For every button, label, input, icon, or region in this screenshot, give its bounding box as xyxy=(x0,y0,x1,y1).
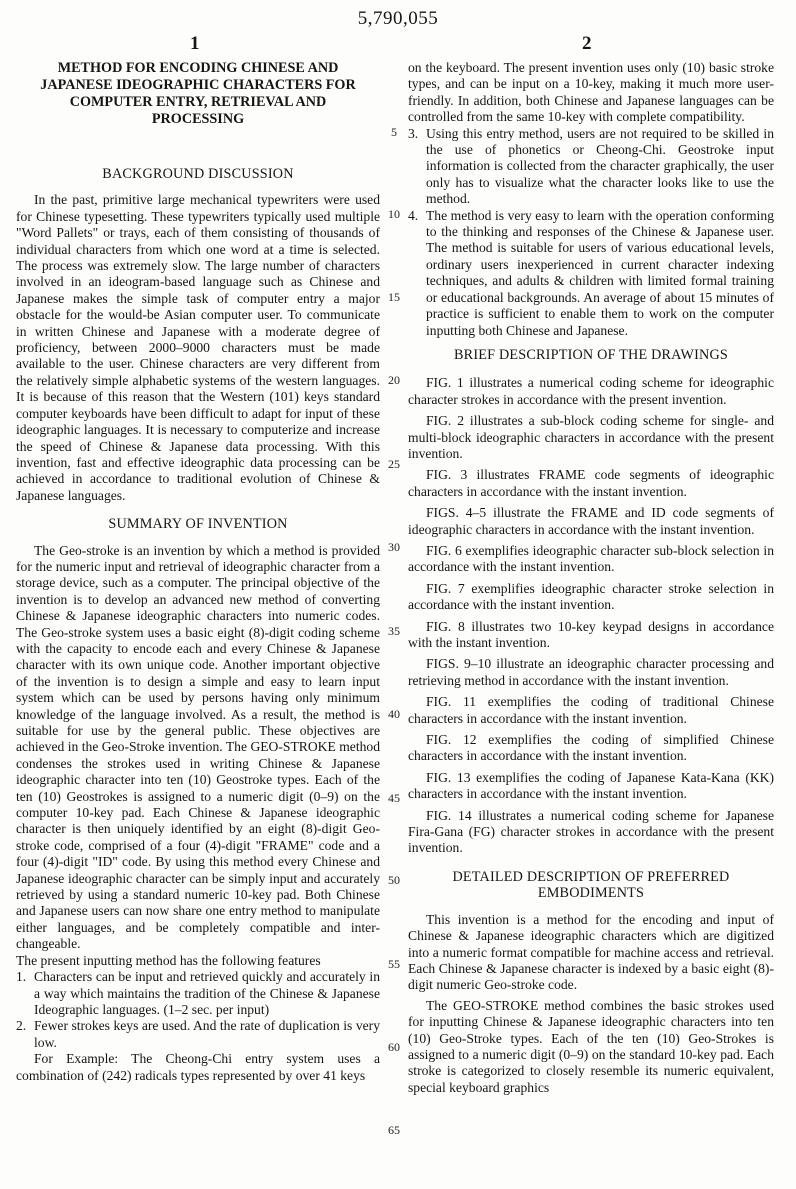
summary-paragraph: The Geo-stroke is an invention by which a method is provided for the numeric input and retrieval of ideographic character from a storage device, such as a computer. The principal objective of the invention is to develop an advanced new method of converting Chinese & Japanese ideographic characters into numeric codes. The Geo-stroke system uses a basic eight (8)-digit coding scheme with the capacity to encode each and every Chinese & Japanese character with its own unique code. Another important objective of the invention is to design a simple and easy to learn input system which can be used by persons having only minimum knowledge of the language involved. As a result, the method is suitable for use by the general public. These objectives are achieved in the Geo-Stroke invention. The GEO-STROKE method condenses the strokes used in writing Chinese & Japanese ideographic character into ten (10) Geostroke types. Each of the ten (10) Geostrokes is assigned to a numeric digit (0–9) on the computer 10-key pad. Each Chinese & Japanese ideographic character is then uniquely identified by an eight (8)-digit Geo-stroke code, comprised of a four (4)-digit "FRAME" code and a four (4)-digit "ID" code. By using this method every Chinese and Japanese ideographic character can be simply input and accurately retrieved by using a standard numeric 10-key pad. Both Chinese and Japanese users can now share one entry method to manipulate either languages, and be completely compatible and inter-changeable. xyxy=(16,542,380,952)
figure-label: FIG. 12 xyxy=(426,732,477,748)
figure-label: FIG. 1 xyxy=(426,375,464,391)
feature-text: The method is very easy to learn with the operation conforming to the thinking and responses of the Chinese & Japanese user. The method is suitable for users of various educational levels, ordinary users inexperienced in current character indexing techniques, and adults & children with limited formal training or educational backgrounds. An average of about 15 minutes of practice is sufficient to enable them to work on the computer inputting both Chinese and Japanese. xyxy=(426,207,774,338)
line-number: 10 xyxy=(388,207,400,221)
line-number: 45 xyxy=(388,791,400,805)
figure-description xyxy=(408,467,774,500)
line-number: 50 xyxy=(388,873,400,887)
figure-text: exemplifies the coding of traditional Chinese characters in accordance with the instant invention. xyxy=(408,694,774,726)
line-number: 20 xyxy=(388,373,400,387)
detailed-heading: DETAILED DESCRIPTION OF PREFERRED EMBODIMENTS xyxy=(452,868,730,902)
figure-description xyxy=(408,732,774,765)
feature-text: Characters can be input and retrieved quickly and accurately in a way which maintains the tradition of the Chinese & Japanese Ideographic languages. (1–2 sec. per input) xyxy=(34,969,380,1017)
figure-label: FIG. 11 xyxy=(426,694,477,710)
figure-text: exemplifies the coding of simplified Chinese characters in accordance with the instant invention. xyxy=(408,732,775,764)
feature-item-2 xyxy=(16,1018,380,1051)
line-number: 60 xyxy=(388,1040,400,1054)
figure-description xyxy=(408,808,774,857)
figure-text: illustrates a sub-block coding scheme for single- and multi-block ideographic characters in accordance with the present invention. xyxy=(408,413,774,461)
features-intro: The present inputting method has the following features xyxy=(16,952,321,968)
line-number: 15 xyxy=(388,290,400,304)
figure-description xyxy=(408,581,774,614)
figure-label: FIGS. 4–5 xyxy=(426,505,487,521)
left-column-number: 1 xyxy=(190,33,200,54)
right-column-number: 2 xyxy=(582,33,592,54)
figure-label: FIG. 6 xyxy=(426,542,462,558)
line-number: 30 xyxy=(388,540,400,554)
document-title: METHOD FOR ENCODING CHINESE AND JAPANESE IDEOGRAPHIC CHARACTERS FOR COMPUTER ENTRY, RETRIEVAL AND PROCESSING xyxy=(40,60,356,127)
figure-label: FIG. 14 xyxy=(426,807,472,823)
feature-text: Fewer strokes keys are used. And the rate of duplication is very low. xyxy=(34,1018,380,1050)
figure-text: illustrate an ideographic character processing and retrieving method in accordance with the instant invention. xyxy=(408,656,774,688)
feature-item-1 xyxy=(16,969,380,1018)
line-number: 5 xyxy=(391,125,397,139)
figure-description xyxy=(408,413,774,462)
figure-text: illustrates FRAME code segments of ideographic characters in accordance with the instant invention. xyxy=(408,467,774,499)
continuation-paragraph: on the keyboard. The present invention uses only (10) basic stroke types, and can be input on a 10-key, making it much more user-friendly. In addition, both Chinese and Japanese languages can be controlled from the same 10-key with complete compatibility. xyxy=(408,60,774,125)
left-column xyxy=(16,60,380,1084)
right-column xyxy=(408,60,774,1096)
example-paragraph: For Example: The Cheong-Chi entry system uses a combination of (242) radicals types represented by over 41 keys xyxy=(16,1051,380,1083)
detailed-paragraph-2: The GEO-STROKE method combines the basic strokes used for inputting Chinese & Japanese ideographic characters into ten (10) Geo-Stroke types. Each of the ten (10) Geo-Strokes is assigned to a numeric digit (0–9) on the standard 10-key pad. Each stroke is categorized to closely resemble its numeric equivalent, special keyboard graphics xyxy=(408,997,774,1095)
figure-text: exemplifies the coding of Japanese Kata-Kana (KK) characters in accordance with the instant invention. xyxy=(408,769,775,802)
summary-heading: SUMMARY OF INVENTION xyxy=(108,516,288,533)
figure-label: FIG. 7 xyxy=(426,580,465,596)
figure-description xyxy=(408,656,774,689)
figure-text: illustrates a numerical coding scheme for Japanese Fira-Gana (FG) character strokes in accordance with the present invention. xyxy=(408,807,774,856)
figure-label: FIG. 8 xyxy=(426,618,465,634)
feature-number: 2. xyxy=(16,1018,27,1034)
figure-label: FIG. 13 xyxy=(426,769,471,785)
feature-number: 3. xyxy=(408,125,419,141)
line-number: 35 xyxy=(388,624,400,638)
line-number: 65 xyxy=(388,1123,400,1137)
figure-description xyxy=(408,543,774,576)
figure-text: exemplifies ideographic character sub-block selection in accordance with the instant invention. xyxy=(408,542,774,575)
patent-number: 5,790,055 xyxy=(357,8,439,29)
figure-label: FIG. 3 xyxy=(426,467,468,483)
detailed-paragraph-1: This invention is a method for the encoding and input of Chinese & Japanese ideographic characters which are digitized into a numeric format compatible for machine access and retrieval. Each Chinese & Japanese character is indexed by a basic eight (8)-digit numeric Geo-stroke code. xyxy=(408,911,774,993)
figure-text: exemplifies ideographic character stroke selection in accordance with the instant invention. xyxy=(408,580,774,613)
line-number: 55 xyxy=(388,957,400,971)
figure-text: illustrates a numerical coding scheme for ideographic character strokes in accordance with the present invention. xyxy=(408,375,774,407)
feature-item-4 xyxy=(408,208,774,339)
figure-description xyxy=(408,619,774,652)
figure-description xyxy=(408,375,774,408)
figure-label: FIGS. 9–10 xyxy=(426,656,492,672)
background-heading: BACKGROUND DISCUSSION xyxy=(102,166,294,182)
figure-description xyxy=(408,770,774,803)
figure-text: illustrates two 10-key keypad designs in accordance with the instant invention. xyxy=(408,618,774,650)
drawings-heading: BRIEF DESCRIPTION OF THE DRAWINGS xyxy=(454,346,728,363)
figure-description xyxy=(408,505,774,538)
figure-text: illustrate the FRAME and ID code segments of ideographic characters in accordance with the instant invention. xyxy=(408,505,774,537)
feature-item-3 xyxy=(408,126,774,208)
feature-number: 1. xyxy=(16,969,27,985)
feature-text: Using this entry method, users are not required to be skilled in the use of phonetics or Cheong-Chi. Geostroke input information is collected from the character graphically, the user only has to visualize what the character looks like to use the method. xyxy=(426,125,774,207)
figure-description xyxy=(408,694,774,727)
feature-number: 4. xyxy=(408,207,419,223)
figure-label: FIG. 2 xyxy=(426,413,465,429)
line-number: 40 xyxy=(388,707,400,721)
background-paragraph: In the past, primitive large mechanical typewriters were used for Chinese typesetting. These typewriters typically used multiple "Word Pallets" or trays, each of them consisting of thousands of individual characters from which one word at a time is selected. The process was extremely slow. The large number of characters involved in an ideogram-based language such as Chinese and Japanese makes the simple task of computer entry a major obstacle for the would-be Asian computer user. To communicate in written Chinese and Japanese with a moderate degree of proficiency, between 2000–9000 characters must be made available to the user. Chinese characters are very different from the relatively simple alphabetic systems of the western languages. It is because of this reason that the Western (101) keys standard computer keyboards have been difficult to adapt for input of these ideographic languages. It is necessary to computerize and increase the speed of Chinese & Japanese data processing. With this invention, fast and effective ideographic data processing can be achieved in accordance to traditional evolution of Chinese & Japanese languages. xyxy=(16,192,380,503)
line-number: 25 xyxy=(388,457,400,471)
